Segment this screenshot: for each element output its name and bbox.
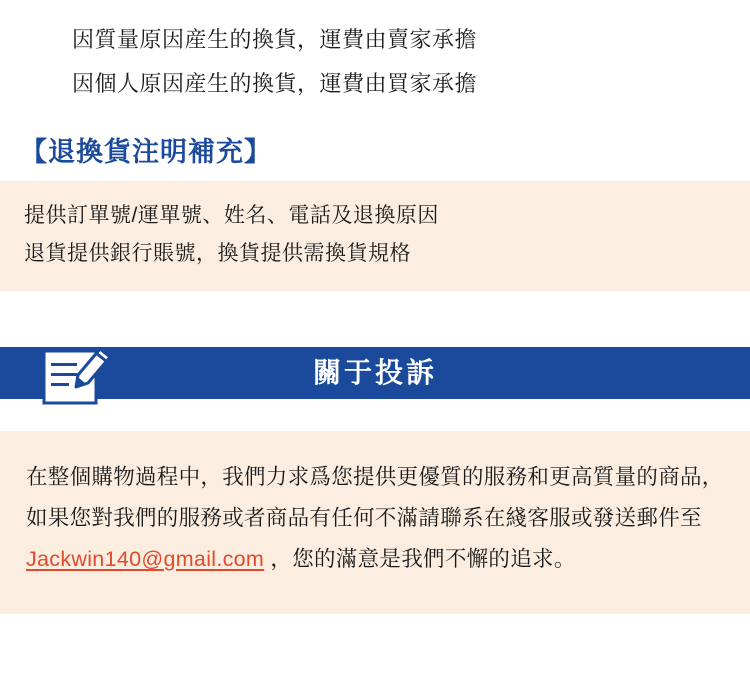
return-policy-heading: 【退換貨注明補充】: [20, 137, 272, 167]
banner-title: 關于投訴: [312, 357, 437, 388]
return-policy-note-box: [0, 181, 750, 291]
pencil-edit-icon: [38, 335, 114, 409]
complaint-text-before: 在整個購物過程中，我們力求爲您提供更優質的服務和更高質量的商品，如果您對我們的服務或者商品有任何不滿請聯系在綫客服或發送郵件至: [26, 465, 724, 530]
complaint-banner: [0, 335, 750, 409]
complaint-text-after: ，您的滿意是我們不懈的追求。: [264, 547, 576, 571]
top-note-line: 因質量原因産生的換貨，運費由賣家承擔: [72, 27, 478, 52]
return-note-line: 退貨提供銀行賬號，換貨提供需換貨規格: [24, 242, 411, 265]
complaint-text-box: [0, 431, 750, 614]
top-note-line: 因個人原因産生的換貨，運費由買家承擔: [72, 71, 478, 96]
top-notes-group: [0, 0, 750, 106]
complaint-paragraph: [26, 457, 724, 580]
support-email-link[interactable]: Jackwin140@gmail.com: [26, 547, 265, 571]
return-note-line: 提供訂單號/運單號、姓名、電話及退換原因: [24, 204, 439, 227]
